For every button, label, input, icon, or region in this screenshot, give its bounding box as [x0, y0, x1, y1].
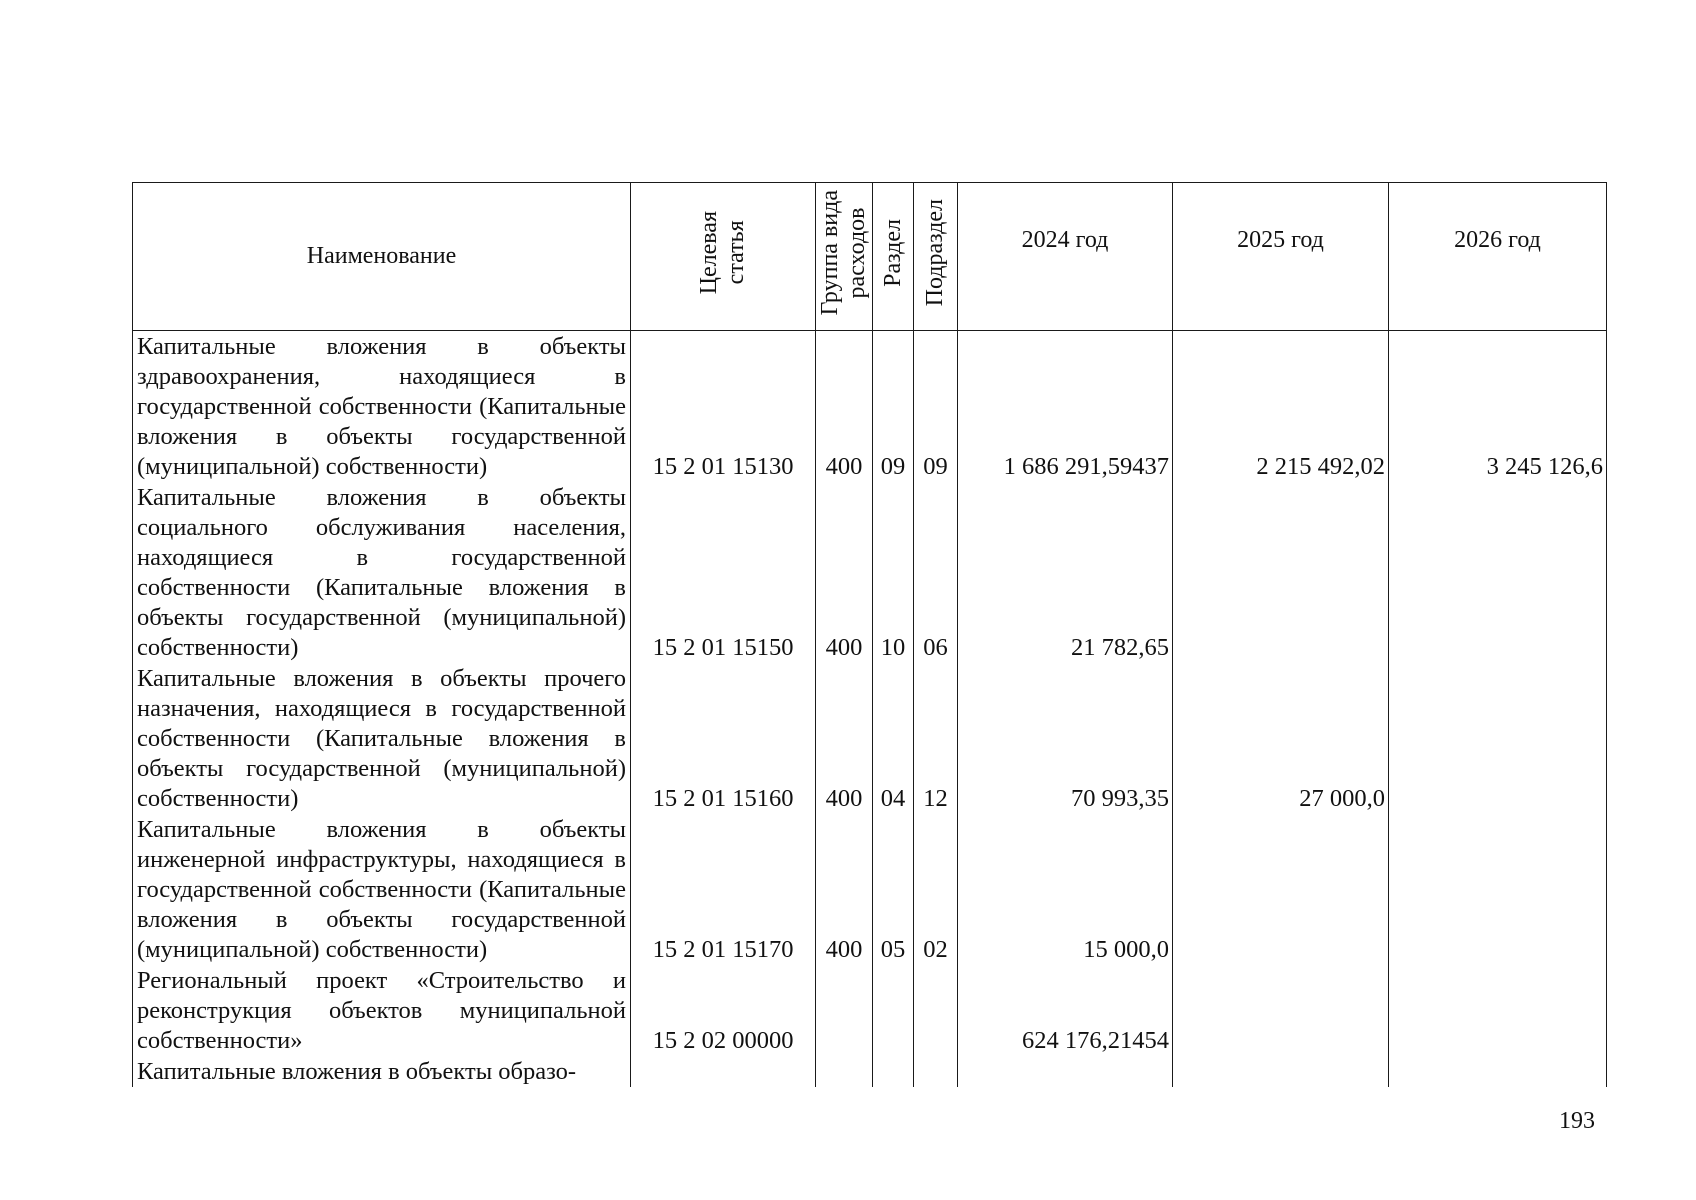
- row-2025: 27 000,0: [1173, 663, 1389, 814]
- row-name: Капитальные вложения в объекты образо-: [133, 1056, 631, 1087]
- row-name: Капитальные вложения в объекты социального обслуживания населения, находящиеся в государственной собственности (Капитальные вложения в объекты государственной (муниципальной) собственности): [133, 482, 631, 663]
- row-2025: [1173, 1056, 1389, 1087]
- row-subsection: 02: [914, 814, 958, 965]
- row-group: 400: [816, 814, 873, 965]
- row-2024: [958, 1056, 1173, 1087]
- row-subsection: 12: [914, 663, 958, 814]
- row-2024: 624 176,21454: [958, 965, 1173, 1056]
- header-year-2025: 2025 год: [1173, 183, 1389, 331]
- table-row: [133, 814, 1607, 965]
- row-target: 15 2 02 00000: [631, 965, 816, 1056]
- row-target: 15 2 01 15160: [631, 663, 816, 814]
- row-section: [873, 965, 914, 1056]
- table-row: [133, 1056, 1607, 1087]
- row-group: 400: [816, 663, 873, 814]
- header-section: Раздел: [873, 183, 914, 331]
- row-name: Капитальные вложения в объекты инженерной инфраструктуры, находящиеся в государственной собственности (Капитальные вложения в объекты государственной (муниципальной) собственности): [133, 814, 631, 965]
- table-row: [133, 965, 1607, 1056]
- table-header-row: [133, 183, 1607, 331]
- row-2024: 21 782,65: [958, 482, 1173, 663]
- row-2025: [1173, 482, 1389, 663]
- row-2026: [1389, 1056, 1607, 1087]
- row-2024: 15 000,0: [958, 814, 1173, 965]
- row-2025: [1173, 965, 1389, 1056]
- row-subsection: 09: [914, 331, 958, 483]
- row-2026: [1389, 814, 1607, 965]
- row-section: 05: [873, 814, 914, 965]
- header-name: Наименование: [133, 183, 631, 331]
- budget-table: [132, 182, 1607, 1087]
- row-group: 400: [816, 331, 873, 483]
- row-target: [631, 1056, 816, 1087]
- row-2024: 1 686 291,59437: [958, 331, 1173, 483]
- row-2025: [1173, 814, 1389, 965]
- table-row: [133, 663, 1607, 814]
- row-name: Капитальные вложения в объекты здравоохранения, находящиеся в государственной собственности (Капитальные вложения в объекты государственной (муниципальной) собственности): [133, 331, 631, 483]
- row-group: [816, 965, 873, 1056]
- row-target: 15 2 01 15130: [631, 331, 816, 483]
- row-2026: [1389, 965, 1607, 1056]
- page-number: 193: [1559, 1108, 1595, 1134]
- budget-table-container: [132, 182, 1606, 1087]
- row-target: 15 2 01 15170: [631, 814, 816, 965]
- row-2025: 2 215 492,02: [1173, 331, 1389, 483]
- row-name: Региональный проект «Строительство и реконструкция объектов муниципальной собственности»: [133, 965, 631, 1056]
- row-subsection: [914, 1056, 958, 1087]
- row-2026: [1389, 482, 1607, 663]
- table-row: [133, 482, 1607, 663]
- row-section: 04: [873, 663, 914, 814]
- row-section: 09: [873, 331, 914, 483]
- row-target: 15 2 01 15150: [631, 482, 816, 663]
- header-subsection: Подраздел: [914, 183, 958, 331]
- row-group: [816, 1056, 873, 1087]
- row-subsection: 06: [914, 482, 958, 663]
- table-row: [133, 331, 1607, 483]
- row-section: [873, 1056, 914, 1087]
- header-year-2024: 2024 год: [958, 183, 1173, 331]
- row-group: 400: [816, 482, 873, 663]
- header-year-2026: 2026 год: [1389, 183, 1607, 331]
- header-group: Группа вида расходов: [816, 183, 873, 331]
- row-name: Капитальные вложения в объекты прочего назначения, находящиеся в государственной собственности (Капитальные вложения в объекты государственной (муниципальной) собственности): [133, 663, 631, 814]
- row-section: 10: [873, 482, 914, 663]
- row-2024: 70 993,35: [958, 663, 1173, 814]
- header-target: Целевая статья: [631, 183, 816, 331]
- row-2026: 3 245 126,6: [1389, 331, 1607, 483]
- row-subsection: [914, 965, 958, 1056]
- row-2026: [1389, 663, 1607, 814]
